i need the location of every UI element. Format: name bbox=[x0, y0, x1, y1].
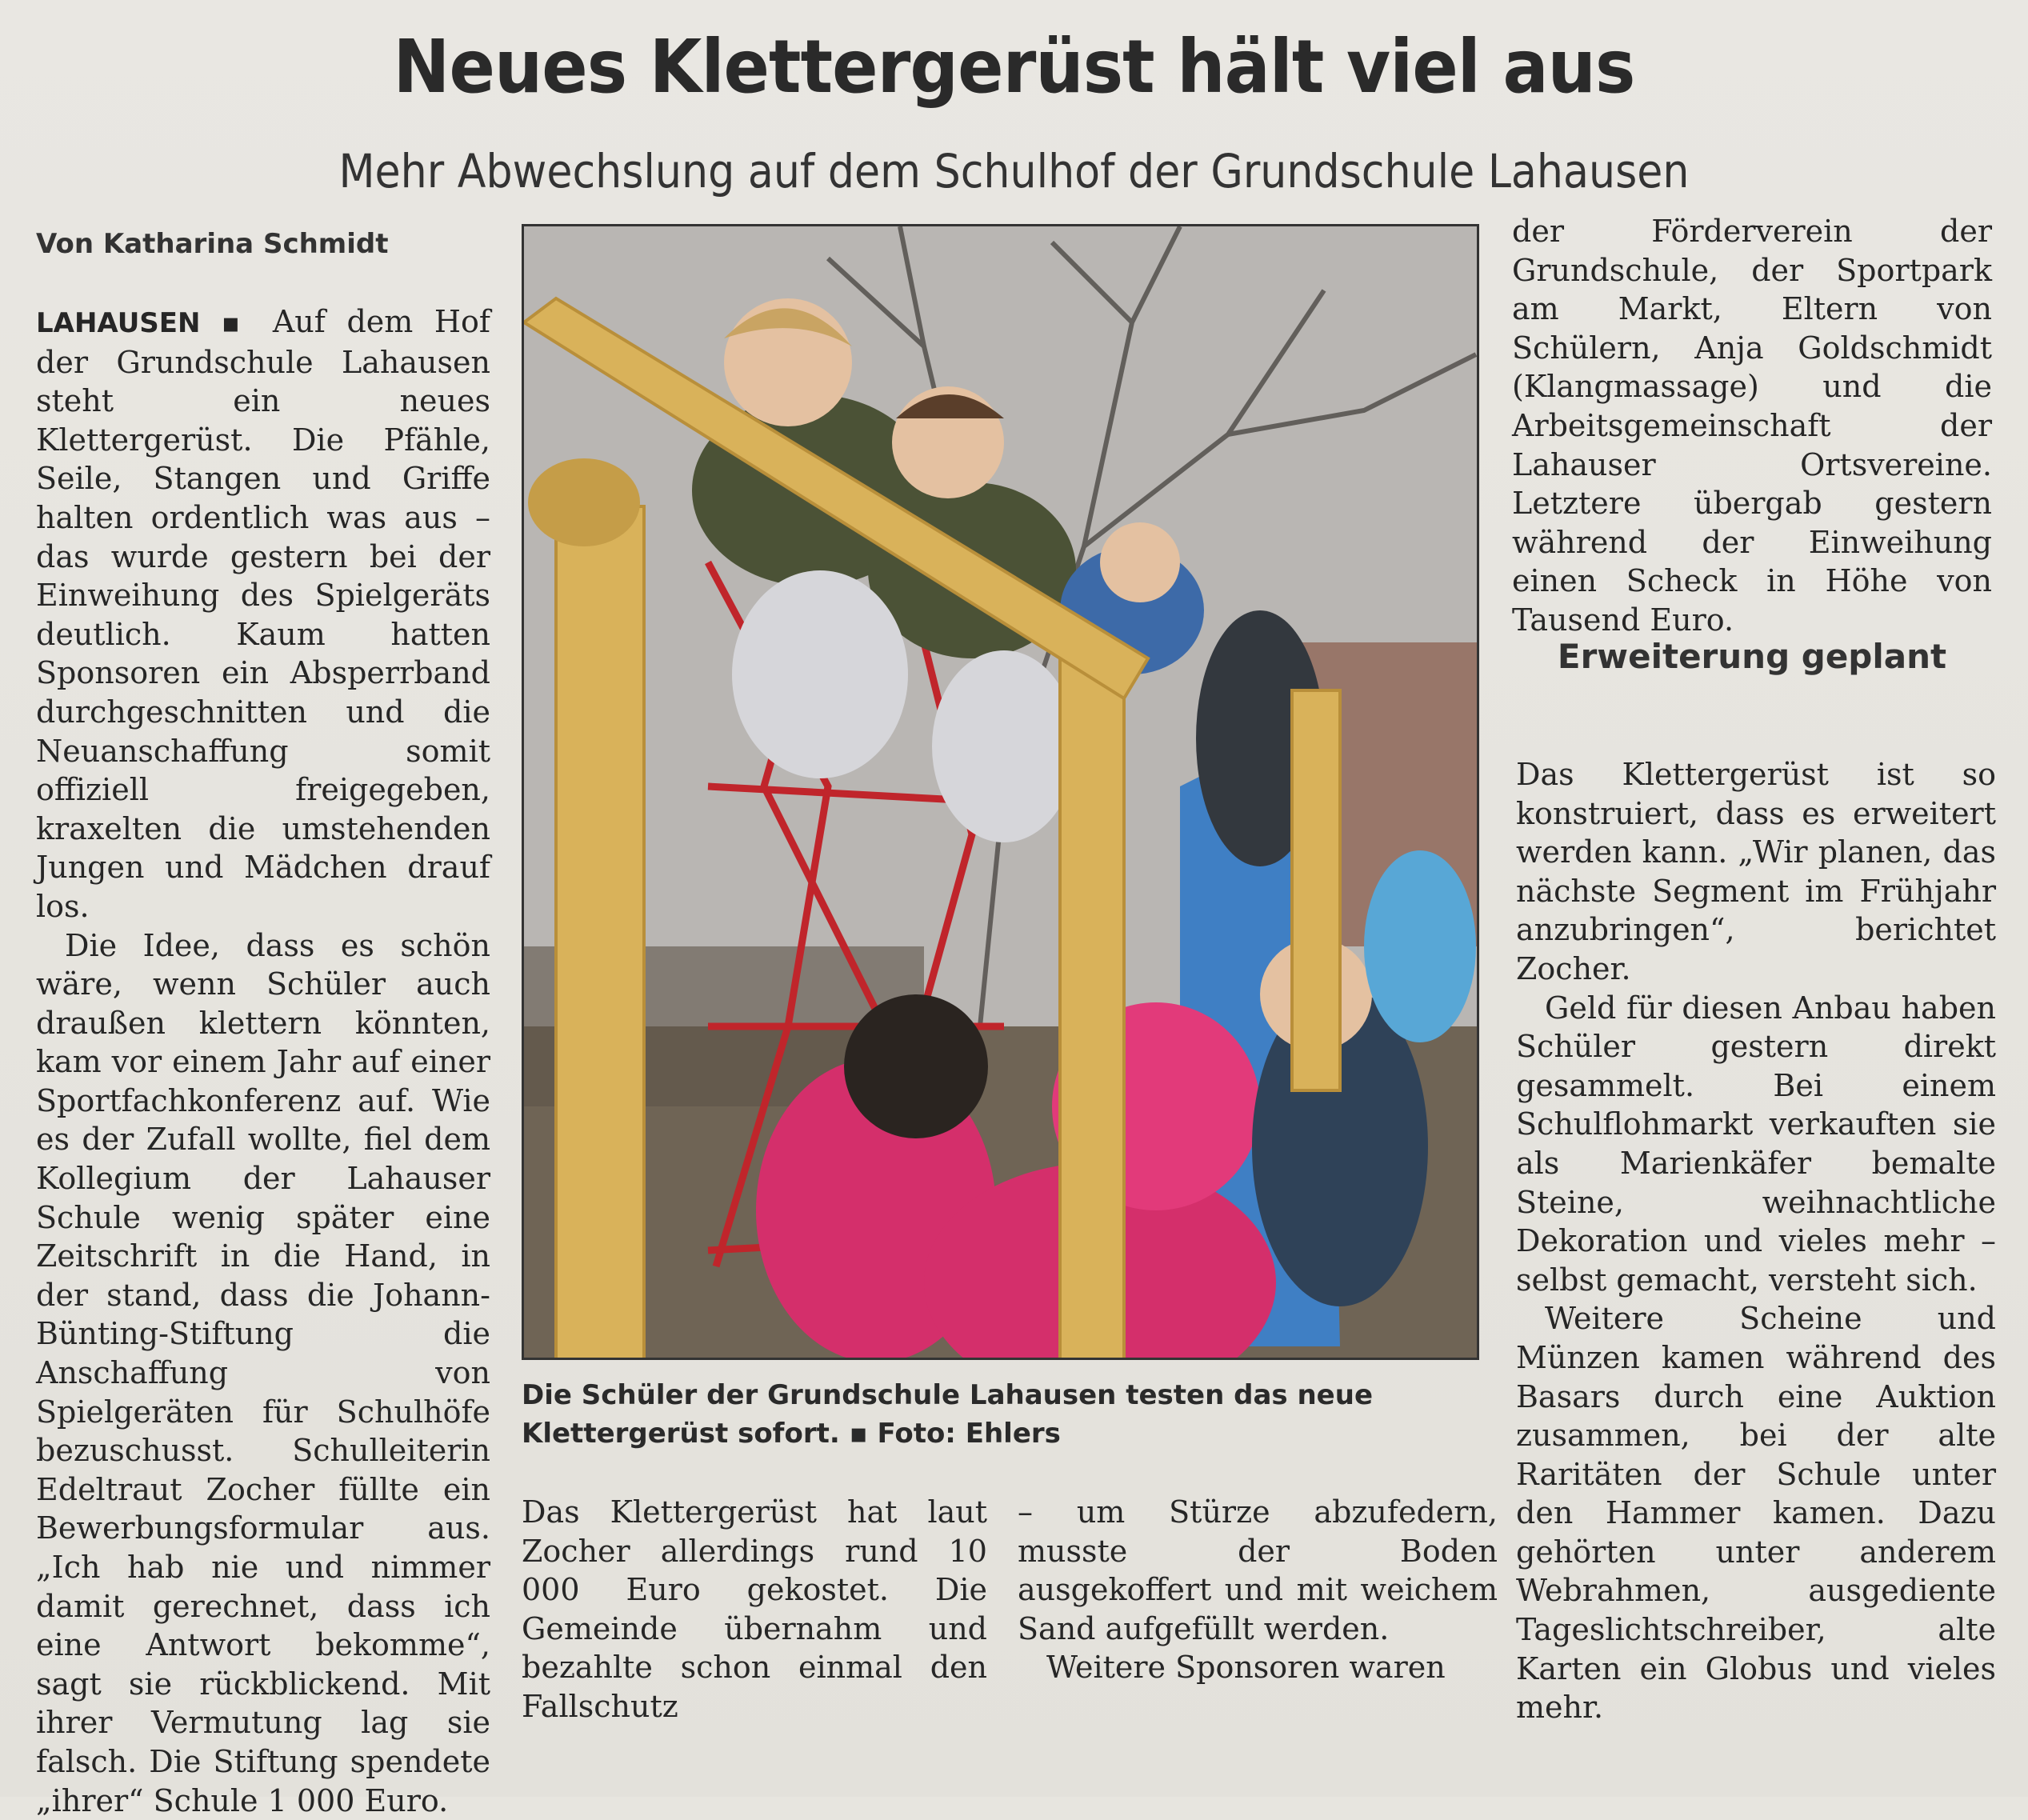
dateline: LAHAUSEN bbox=[36, 307, 200, 339]
subheadline: Mehr Abwechslung auf dem Schulhof der Grundschule Lahausen bbox=[102, 144, 1927, 198]
photo-climbing-frame bbox=[524, 226, 1477, 1358]
paragraph: Das Klettergerüst hat laut Zocher allerdings rund 10 000 Euro gekostet. Die Gemeinde übernahm und bezahlte schon einmal den Fallschutz bbox=[522, 1493, 987, 1726]
paragraph: Das Klettergerüst ist so konstruiert, dass es erweitert werden kann. „Wir planen, das nächste Segment im Frühjahr anzubringen“, berichtet Zocher. bbox=[1516, 755, 1996, 989]
headline: Neues Klettergerüst hält viel aus bbox=[81, 24, 1946, 110]
paragraph: Weitere Scheine und Münzen kamen während des Basars durch eine Auktion zusammen, bei der alte Raritäten der Schule unter den Hammer kamen. Dazu gehörten unter anderem Webrahmen, ausgediente Tageslichtschreiber, alte Karten ein Globus und vieles mehr. bbox=[1516, 1299, 1996, 1727]
column-4-top bbox=[1512, 212, 1992, 640]
column-4-bottom bbox=[1516, 755, 1996, 1727]
paragraph: Geld für diesen Anbau haben Schüler gestern direkt gesammelt. Bei einem Schulflohmarkt verkauften sie als Marienkäfer bemalte Steine, weihnachtliche Dekoration und vieles mehr – selbst gemacht, versteht sich. bbox=[1516, 989, 1996, 1300]
section-subheading: Erweiterung geplant bbox=[1512, 636, 1992, 678]
column-2 bbox=[522, 1493, 987, 1726]
photo-caption: Die Schüler der Grundschule Lahausen testen das neue Klettergerüst sofort. ▪ Foto: Ehlers bbox=[522, 1376, 1490, 1453]
byline: Von Katharina Schmidt bbox=[36, 228, 388, 260]
paragraph: der Förderverein der Grundschule, der Sportpark am Markt, Eltern von Schülern, Anja Goldschmidt (Klangmassage) und die Arbeitsgemeinschaft der Lahauser Ortsvereine. Letztere übergab gestern während der Einweihung einen Scheck in Höhe von Tausend Euro. bbox=[1512, 212, 1992, 640]
paragraph: Die Idee, dass es schön wäre, wenn Schüler auch draußen klettern könnten, kam vor einem Jahr auf einer Sportfachkonferenz auf. Wie es der Zufall wollte, fiel dem Kollegium der Lahauser Schule wenig später eine Zeitschrift in die Hand, in der stand, dass die Johann-Bünting-Stiftung die Anschaffung von Spielgeräten für Schulhöfe bezuschusst. Schulleiterin Edeltraut Zocher füllte ein Bewerbungsformular aus. „Ich hab nie und nimmer damit gerechnet, dass ich eine Antwort bekomme“, sagt sie rückblickend. Mit ihrer Vermutung lag sie falsch. Die Stiftung spendete „ihrer“ Schule 1 000 Euro. bbox=[36, 926, 490, 1820]
paragraph: Weitere Sponsoren waren bbox=[1018, 1648, 1498, 1687]
paragraph bbox=[36, 302, 490, 926]
photo bbox=[522, 224, 1479, 1360]
dateline-separator: ▪ bbox=[200, 307, 272, 339]
paragraph-text: Auf dem Hof der Grundschule Lahausen steht ein neues Klettergerüst. Die Pfähle, Seile, Stangen und Griffe halten ordentlich was aus – das wurde gestern bei der Einweihung des Spielgeräts deutlich. Kaum hatten Sponsoren ein Absperrband durchgeschnitten und die Neuanschaffung somit offiziell freigegeben, kraxelten die umstehenden Jungen und Mädchen drauf los. bbox=[36, 304, 490, 924]
column-3 bbox=[1018, 1493, 1498, 1687]
column-1 bbox=[36, 302, 490, 1820]
paragraph: – um Stürze abzufedern, musste der Boden ausgekoffert und mit weichem Sand aufgefüllt werden. bbox=[1018, 1493, 1498, 1648]
